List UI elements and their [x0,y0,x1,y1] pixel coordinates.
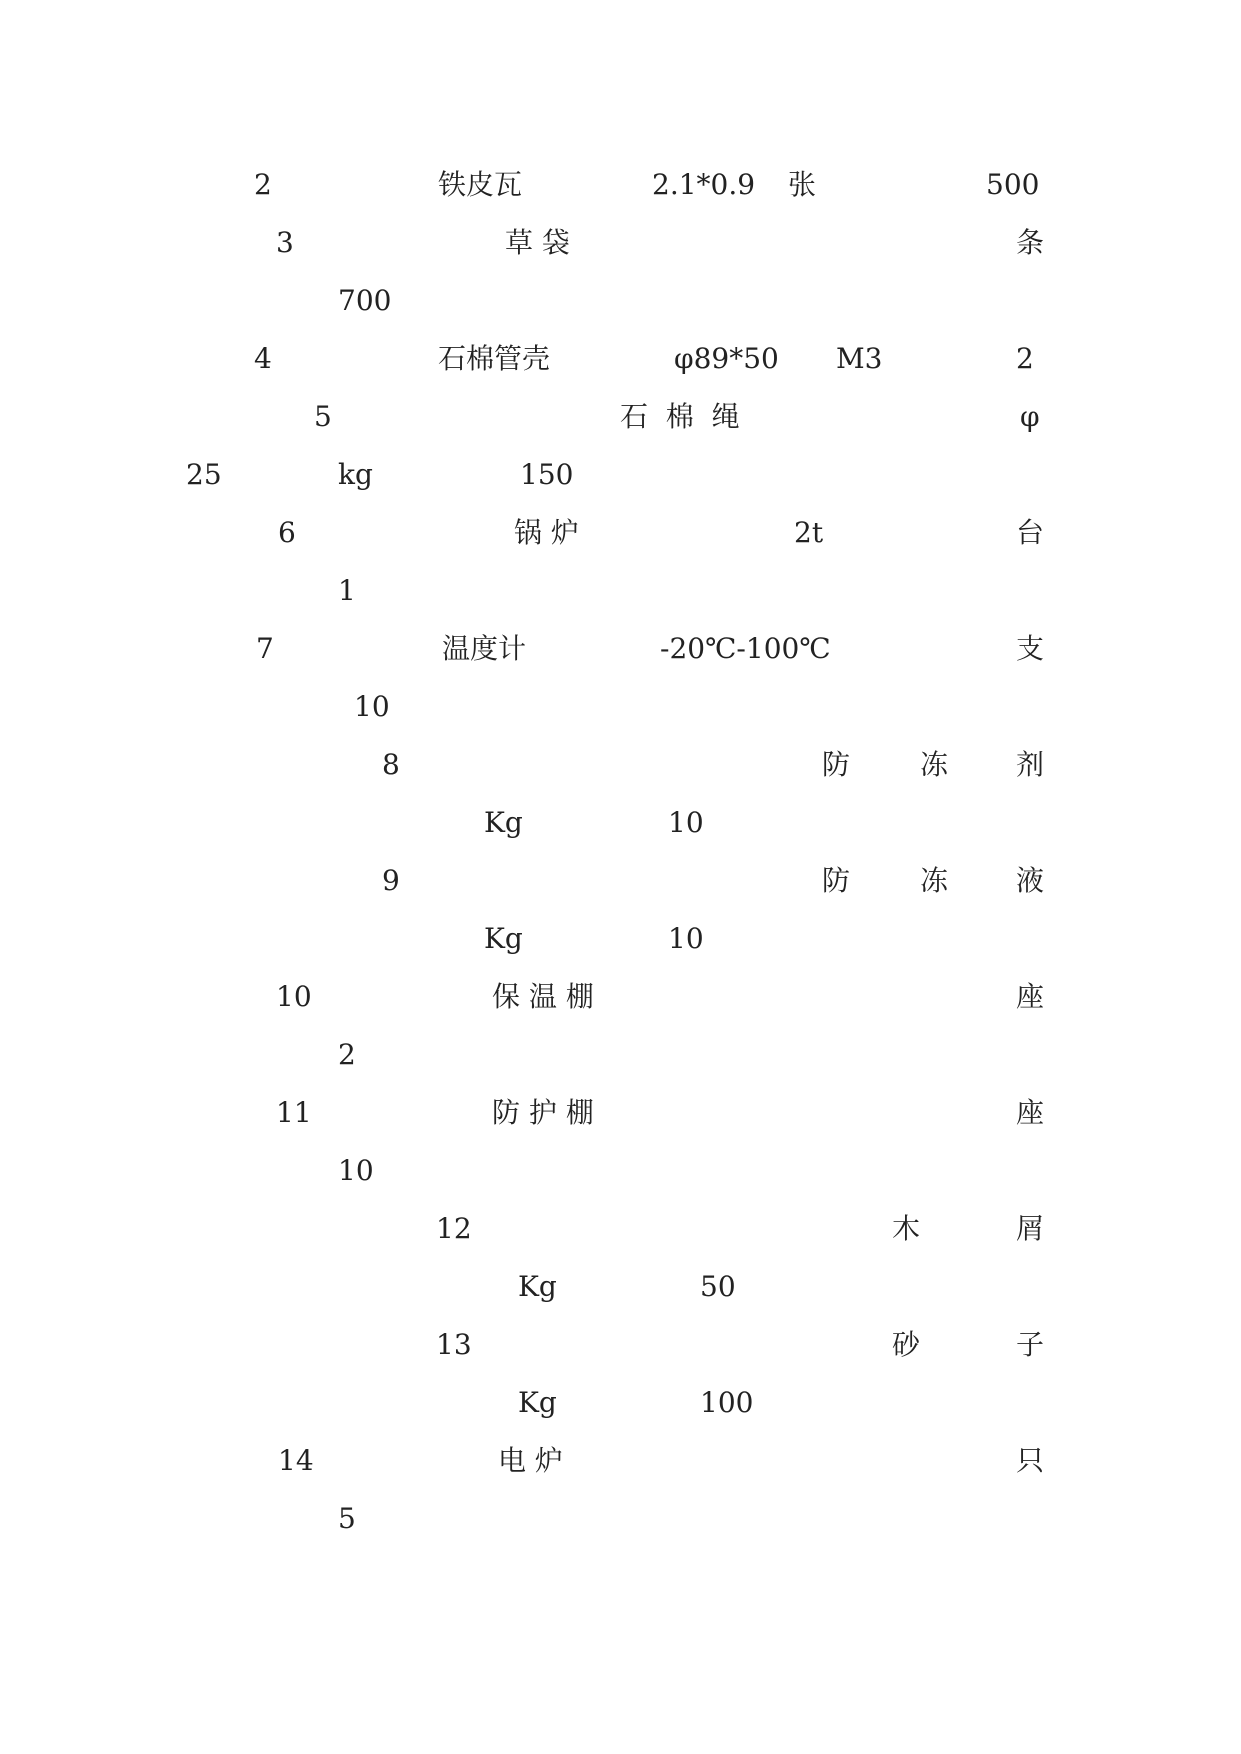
item-unit: 条 [1016,226,1045,259]
item-unit: Kg [484,806,523,839]
item-spec: φ89*50 [674,342,779,375]
row-number: 4 [254,342,272,375]
item-spec: 25 [186,458,222,491]
item-unit: 支 [1016,632,1045,665]
item-name-char: 子 [1016,1328,1045,1361]
item-qty: 5 [338,1502,356,1535]
item-name: 石棉管壳 [438,342,551,375]
item-unit: Kg [518,1270,557,1303]
item-qty: 2 [338,1038,356,1071]
item-qty: 500 [986,168,1040,201]
row-number: 14 [278,1444,314,1477]
item-name: 防 护 棚 [492,1096,594,1129]
item-unit: 台 [1016,516,1045,549]
item-qty: 150 [520,458,574,491]
row-number: 8 [382,748,400,781]
item-name-char: 防 [822,864,851,897]
item-unit: M3 [836,342,883,375]
row-number: 6 [278,516,296,549]
item-name-char: 液 [1016,864,1045,897]
item-name-char: 砂 [892,1328,921,1361]
item-unit: Kg [484,922,523,955]
item-name-char: 屑 [1016,1212,1045,1245]
item-name: 保 温 棚 [492,980,594,1013]
item-qty: 1 [338,574,356,607]
item-spec: -20℃-100℃ [660,632,831,665]
item-name-char: 防 [822,748,851,781]
item-spec: 2t [794,516,824,549]
item-unit: 座 [1016,980,1045,1013]
item-unit: 只 [1016,1444,1045,1477]
item-unit: 张 [788,168,817,201]
item-unit: Kg [518,1386,557,1419]
item-qty: 10 [668,806,704,839]
item-unit: kg [338,458,373,491]
item-qty: 100 [700,1386,754,1419]
item-name: 草 袋 [505,226,570,259]
item-spec-prefix: φ [1020,400,1040,433]
item-name: 锅 炉 [514,516,579,549]
row-number: 7 [256,632,274,665]
item-qty: 10 [668,922,704,955]
row-number: 12 [436,1212,472,1245]
item-name: 石 棉 绳 [620,400,740,433]
item-name: 温度计 [442,632,527,665]
row-number: 11 [276,1096,312,1129]
item-name-char: 剂 [1016,748,1045,781]
row-number: 2 [254,168,272,201]
row-number: 10 [276,980,312,1013]
item-name-char: 冻 [920,748,949,781]
item-qty: 2 [1016,342,1034,375]
item-qty: 50 [700,1270,736,1303]
item-name: 铁皮瓦 [438,168,523,201]
item-name-char: 木 [892,1212,921,1245]
item-name: 电 炉 [498,1444,563,1477]
row-number: 9 [382,864,400,897]
row-number: 13 [436,1328,472,1361]
item-qty: 10 [354,690,390,723]
item-qty: 700 [338,284,392,317]
item-qty: 10 [338,1154,374,1187]
item-spec: 2.1*0.9 [652,168,756,201]
row-number: 3 [276,226,294,259]
item-name-char: 冻 [920,864,949,897]
row-number: 5 [314,400,332,433]
item-unit: 座 [1016,1096,1045,1129]
